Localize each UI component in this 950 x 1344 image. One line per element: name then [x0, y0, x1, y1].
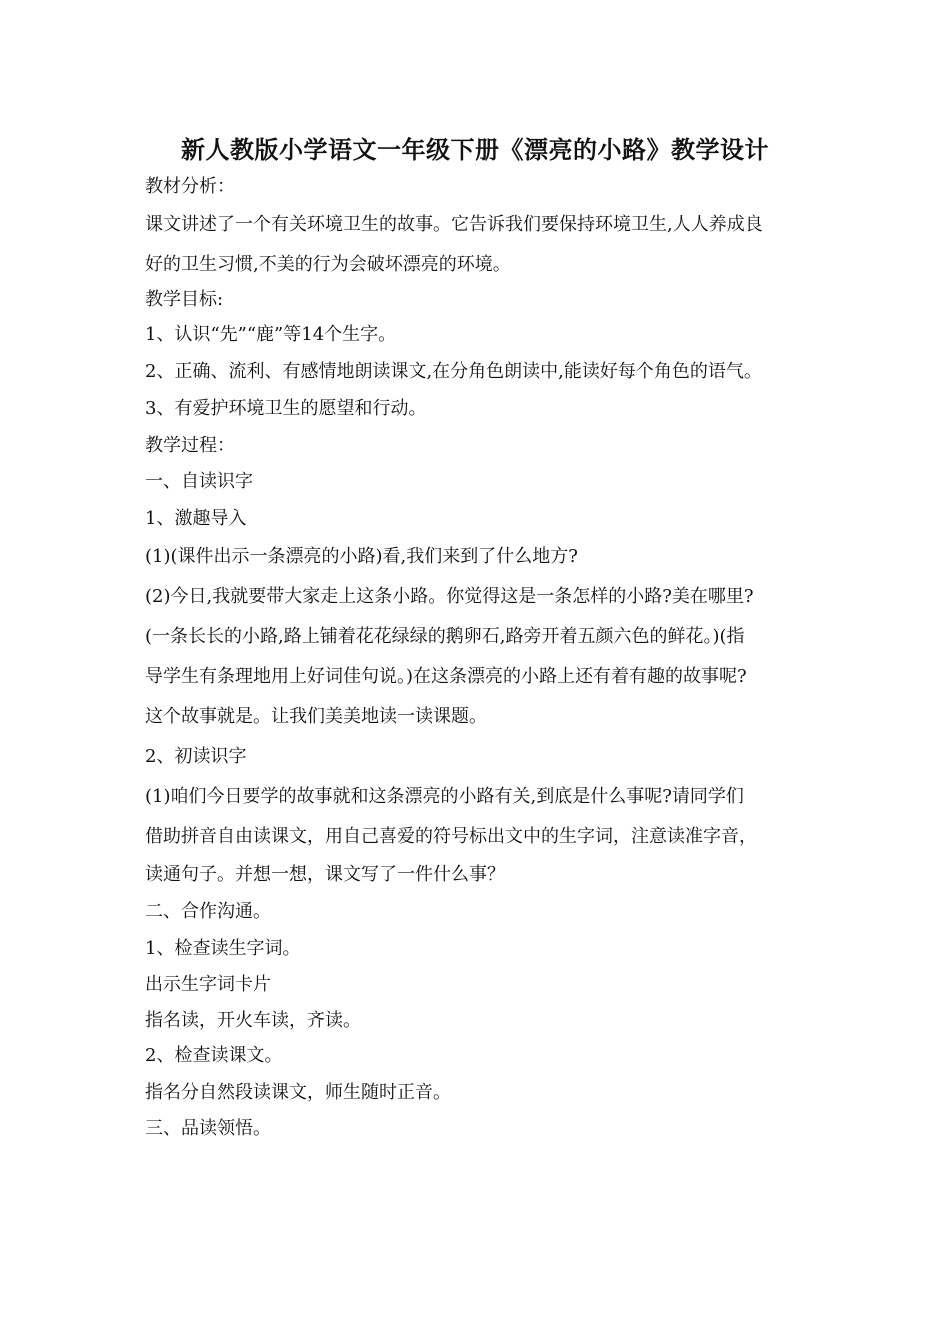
- body-line-23: 指名读，开火车读，齐读。: [145, 1010, 361, 1031]
- document-title: 新人教版小学语文一年级下册《漂亮的小路》教学设计: [181, 135, 769, 164]
- body-line-12: (2)今日,我就要带大家走上这条小路。你觉得这是一条怎样的小路?美在哪里?: [145, 586, 754, 607]
- body-line-1: 教材分析：: [145, 176, 235, 197]
- body-line-16: 2、初读识字: [145, 746, 247, 767]
- body-line-7: 3、有爱护环境卫生的愿望和行动。: [145, 398, 427, 419]
- body-line-26: 三、品读领悟。: [145, 1118, 271, 1139]
- body-line-8: 教学过程：: [145, 435, 235, 456]
- body-line-19: 读通句子。并想一想，课文写了一件什么事？: [145, 864, 505, 885]
- body-line-11: (1)(课件出示一条漂亮的小路)看,我们来到了什么地方?: [145, 546, 578, 567]
- body-line-15: 这个故事就是。让我们美美地读一读课题。: [145, 706, 487, 727]
- body-line-6: 2、正确、流利、有感情地朗读课文,在分角色朗读中,能读好每个角色的语气。: [145, 361, 762, 382]
- body-line-13: (一条长长的小路,路上铺着花花绿绿的鹅卵石,路旁开着五颜六色的鲜花。)(指: [145, 626, 745, 647]
- body-line-24: 2、检查读课文。: [145, 1045, 283, 1066]
- body-line-21: 1、检查读生字词。: [145, 938, 301, 959]
- body-line-17: (1)咱们今日要学的故事就和这条漂亮的小路有关,到底是什么事呢?请同学们: [145, 786, 744, 807]
- body-line-3: 好的卫生习惯,不美的行为会破坏漂亮的环境。: [145, 254, 511, 275]
- body-line-14: 导学生有条理地用上好词佳句说。)在这条漂亮的小路上还有着有趣的故事呢?: [145, 666, 747, 687]
- body-line-4: 教学目标:: [145, 289, 224, 310]
- body-line-9: 一、自读识字: [145, 471, 253, 492]
- body-line-20: 二、合作沟通。: [145, 901, 271, 922]
- body-line-25: 指名分自然段读课文，师生随时正音。: [145, 1082, 451, 1103]
- body-line-10: 1、激趣导入: [145, 508, 247, 529]
- body-line-18: 借助拼音自由读课文，用自己喜爱的符号标出文中的生字词，注意读准字音，: [145, 826, 757, 847]
- body-line-22: 出示生字词卡片: [145, 974, 271, 995]
- body-line-2: 课文讲述了一个有关环境卫生的故事。它告诉我们要保持环境卫生,人人养成良: [145, 214, 763, 235]
- body-line-5: 1、认识“先”“鹿”等14个生字。: [145, 324, 397, 345]
